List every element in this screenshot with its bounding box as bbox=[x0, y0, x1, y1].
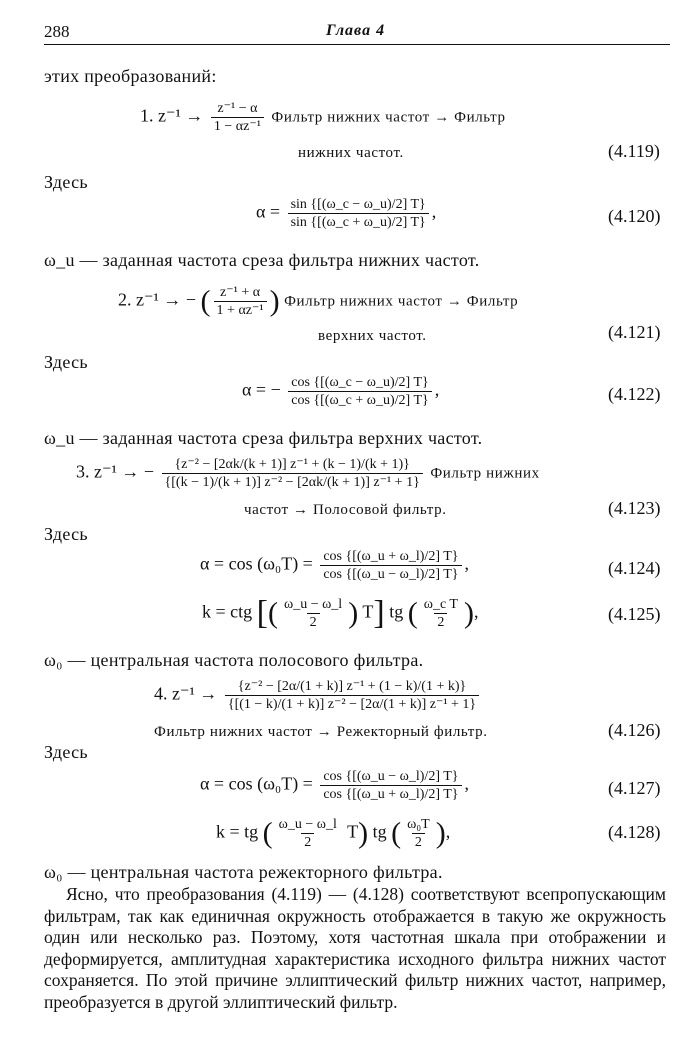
eq-lhs: α = cos (ω₀T) = bbox=[200, 773, 313, 794]
equation-number: (4.128) bbox=[608, 822, 661, 842]
left-paren: ( bbox=[262, 816, 273, 850]
fraction bbox=[276, 816, 340, 851]
numerator: {z⁻² − [2αk/(k + 1)] z⁻¹ + (k − 1)/(k + 1)} bbox=[174, 457, 410, 472]
numerator: ω_c T bbox=[423, 597, 458, 612]
equation-4-121 bbox=[118, 284, 518, 319]
fraction bbox=[288, 196, 429, 231]
right-paren: ) bbox=[269, 284, 280, 318]
body-paragraph bbox=[44, 884, 666, 1013]
equation-4-128 bbox=[216, 816, 450, 851]
fraction bbox=[404, 816, 433, 851]
note-text: ω₀ — центральная частота режекторного фильтра. bbox=[44, 862, 443, 882]
eq-text: Фильтр нижних частот → Фильтр bbox=[284, 293, 519, 310]
equation-number: (4.124) bbox=[608, 558, 661, 578]
denominator: cos {[(ω_u − ω_l)/2] T} bbox=[320, 565, 461, 583]
note-text: ω_u — заданная частота среза фильтра нижних частот. bbox=[44, 250, 480, 270]
equation-number: (4.121) bbox=[608, 322, 661, 342]
right-paren: ) bbox=[348, 596, 359, 630]
denominator: 2 bbox=[307, 613, 320, 631]
left-paren: ( bbox=[391, 816, 402, 850]
eq-lhs: k = ctg bbox=[202, 601, 253, 622]
equation-4-120 bbox=[256, 196, 436, 231]
numerator: z⁻¹ + α bbox=[220, 285, 261, 300]
eq-text: Фильтр нижних частот → Фильтр bbox=[271, 109, 506, 126]
eq-lhs: α = bbox=[256, 201, 281, 222]
numerator: ω_u − ω_l bbox=[283, 597, 343, 612]
denominator: cos {[(ω_u + ω_l)/2] T} bbox=[320, 785, 461, 803]
eq-lead: 3. z⁻¹ → − bbox=[76, 461, 155, 482]
fraction bbox=[162, 456, 423, 491]
note-text: ω₀ — центральная частота полосового фильтра. bbox=[44, 650, 424, 670]
denominator: {[(1 − k)/(1 + k)] z⁻² − [2α/(1 + k)] z⁻¹ + 1} bbox=[225, 695, 479, 713]
denominator: 1 + αz⁻¹ bbox=[214, 301, 267, 319]
fraction bbox=[421, 596, 461, 631]
zdes-label: Здесь bbox=[44, 524, 88, 544]
numerator: ω₀T bbox=[407, 817, 430, 832]
fraction bbox=[320, 768, 461, 803]
eq-tail: , bbox=[434, 379, 440, 400]
eq-text-continued: частот → Полосовой фильтр. bbox=[244, 502, 447, 518]
zdes-label: Здесь bbox=[44, 352, 88, 372]
denominator: 2 bbox=[434, 613, 447, 631]
eq-lhs: α = cos (ω₀T) = bbox=[200, 553, 313, 574]
fraction bbox=[288, 374, 431, 409]
eq-tail: , bbox=[445, 821, 451, 842]
numerator: z⁻¹ − α bbox=[217, 101, 258, 116]
numerator: cos {[(ω_u + ω_l)/2] T} bbox=[323, 549, 459, 564]
equation-number: (4.123) bbox=[608, 498, 661, 518]
denominator: {[(k − 1)/(k + 1)] z⁻² − [2αk/(k + 1)] z⁻¹ + 1} bbox=[162, 473, 423, 491]
denominator: cos {[(ω_c + ω_u)/2] T} bbox=[288, 391, 431, 409]
equation-4-127 bbox=[200, 768, 469, 803]
page-number: 288 bbox=[44, 22, 70, 41]
eq-lhs: α = − bbox=[242, 379, 281, 400]
eq-text-continued: верхних частот. bbox=[318, 328, 427, 344]
equation-number: (4.127) bbox=[608, 778, 661, 798]
paragraph-text: Ясно, что преобразования (4.119) — (4.128) соответствуют всепропускающим фильтрам, так как единичная окружность отображается в такую же окружность один или несколько раз. Поэтому, хотя частотная шкала при отображении и деформируется, амплитудная характеристика исходного фильтра нижних частот сохраняется. По этой причине эллиптический фильтр нижних частот, например, преобразуется в другой эллиптический фильтр. bbox=[44, 884, 666, 1012]
right-paren: ) bbox=[358, 816, 369, 850]
eq-lead: 2. z⁻¹ → − bbox=[118, 289, 197, 310]
eq-lhs: k = tg bbox=[216, 821, 259, 842]
note-text: ω_u — заданная частота среза фильтра верхних частот. bbox=[44, 428, 483, 448]
denominator: 2 bbox=[301, 833, 314, 851]
page-header bbox=[44, 22, 670, 45]
eq-tg: tg bbox=[389, 601, 404, 622]
equation-number: (4.119) bbox=[608, 141, 660, 161]
fraction bbox=[214, 284, 267, 319]
equation-4-123 bbox=[76, 456, 540, 491]
eq-mid: T bbox=[347, 821, 359, 842]
equation-4-119 bbox=[140, 100, 506, 135]
eq-lead: 4. z⁻¹ → bbox=[154, 683, 218, 704]
numerator: cos {[(ω_c − ω_u)/2] T} bbox=[291, 375, 429, 390]
denominator: sin {[(ω_c + ω_u)/2] T} bbox=[288, 213, 429, 231]
fraction bbox=[211, 100, 264, 135]
left-paren: ( bbox=[267, 596, 278, 630]
intro-text: этих преобразований: bbox=[44, 66, 217, 86]
zdes-label: Здесь bbox=[44, 742, 88, 762]
equation-number: (4.125) bbox=[608, 604, 661, 624]
numerator: {z⁻² − [2α/(1 + k)] z⁻¹ + (1 − k)/(1 + k)} bbox=[237, 679, 467, 694]
fraction bbox=[320, 548, 461, 583]
right-paren: ) bbox=[463, 596, 474, 630]
eq-mid: T bbox=[362, 601, 374, 622]
denominator: 2 bbox=[412, 833, 425, 851]
equation-4-125 bbox=[202, 596, 478, 631]
equation-number: (4.126) bbox=[608, 720, 661, 740]
fraction bbox=[225, 678, 479, 713]
right-paren: ) bbox=[435, 816, 446, 850]
left-paren: ( bbox=[200, 284, 211, 318]
numerator: cos {[(ω_u − ω_l)/2] T} bbox=[323, 769, 459, 784]
equation-4-122 bbox=[242, 374, 439, 409]
left-paren: ( bbox=[407, 596, 418, 630]
left-bracket: [ bbox=[256, 594, 268, 632]
right-bracket: ] bbox=[373, 594, 385, 632]
chapter-title: Глава 4 bbox=[326, 22, 386, 39]
zdes-label: Здесь bbox=[44, 172, 88, 192]
eq-tail: , bbox=[464, 773, 469, 794]
eq-tg: tg bbox=[372, 821, 387, 842]
eq-text-continued: Фильтр нижних частот → Режекторный фильтр. bbox=[154, 724, 488, 740]
eq-tail: , bbox=[464, 553, 469, 574]
eq-text: Фильтр нижних bbox=[430, 465, 540, 482]
equation-number: (4.120) bbox=[608, 206, 661, 226]
equation-4-126 bbox=[154, 678, 482, 713]
numerator: sin {[(ω_c − ω_u)/2] T} bbox=[290, 197, 426, 212]
equation-number: (4.122) bbox=[608, 384, 661, 404]
eq-text-continued: нижних частот. bbox=[298, 145, 404, 161]
fraction bbox=[281, 596, 345, 631]
denominator: 1 − αz⁻¹ bbox=[211, 117, 264, 135]
eq-lead: 1. z⁻¹ → bbox=[140, 105, 204, 126]
equation-4-124 bbox=[200, 548, 469, 583]
eq-tail: , bbox=[473, 601, 479, 622]
eq-tail: , bbox=[431, 201, 437, 222]
numerator: ω_u − ω_l bbox=[278, 817, 337, 832]
